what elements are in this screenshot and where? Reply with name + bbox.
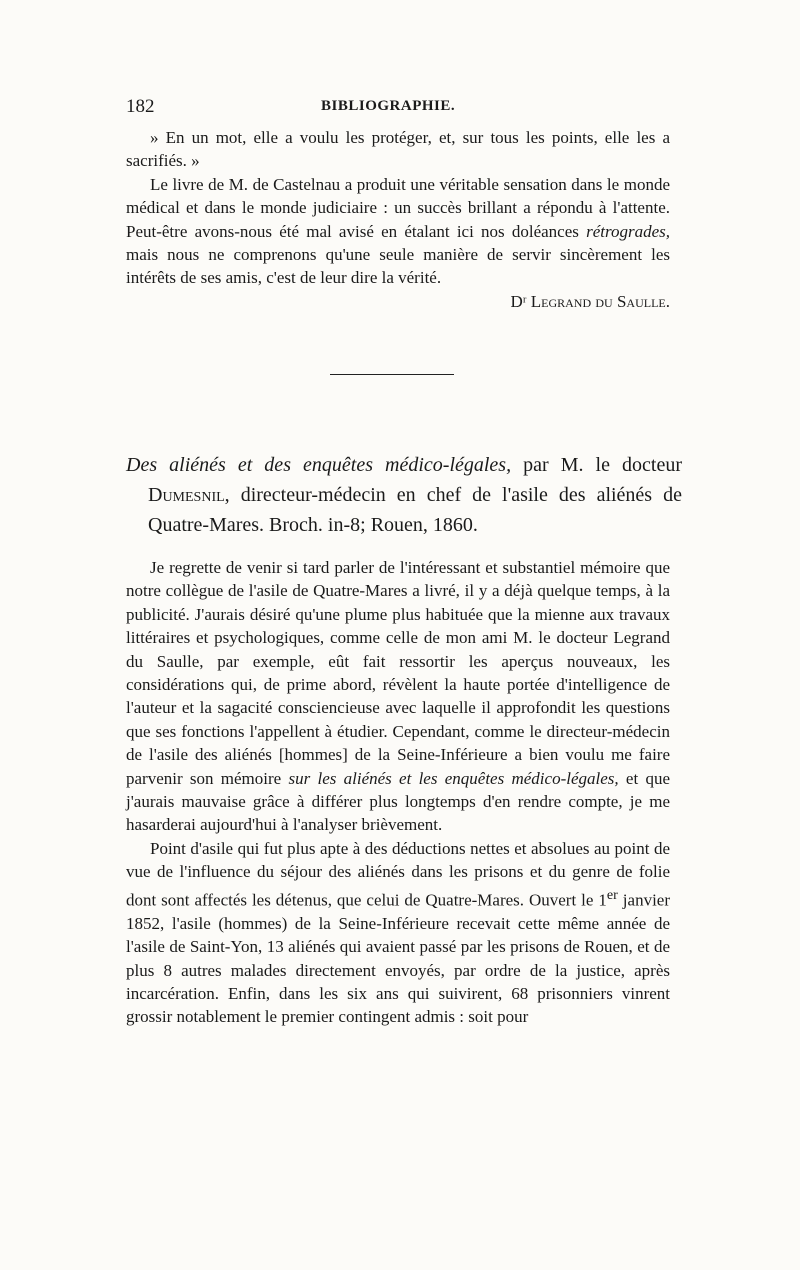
italic-text: rétrogrades, xyxy=(586,221,671,241)
running-head: BIBLIOGRAPHIE. xyxy=(321,98,456,114)
review-ending xyxy=(126,126,670,313)
signature-name: Legrand du Saulle. xyxy=(530,291,670,311)
section-divider xyxy=(330,374,454,375)
book-details: directeur-médecin en chef de l'asile des aliénés de Quatre-Mares. Broch. in-8; Rouen, 1860. xyxy=(148,484,682,536)
book-author: Dumesnil, xyxy=(148,484,230,506)
superscript: er xyxy=(606,886,618,903)
review-body xyxy=(126,556,670,1029)
quote-text: » En un mot, elle a voulu les protéger, et, sur tous les points, elle les a sacrifiés. » xyxy=(126,128,670,171)
body-text: Point d'asile qui fut plus apte à des déductions nettes et absolues au point de vue de l'influence du séjour des aliénés dans les prisons et du genre de folie dont sont affectés les détenus, que celui de Quatre-Mares. Ouvert le 1 xyxy=(126,838,670,910)
page-header xyxy=(126,96,670,120)
paragraph xyxy=(126,126,670,173)
italic-text: sur les aliénés et les enquêtes médico-légales, xyxy=(288,768,619,788)
body-text: Le livre de M. de Castelnau a produit une véritable sensation dans le monde médical et dans le monde judiciaire : un succès brillant a répondu à l'attente. Peut-être avons-nous été mal avisé en étalant ici nos doléances xyxy=(126,174,670,241)
author-signature xyxy=(126,290,670,313)
paragraph xyxy=(126,556,670,837)
body-text: et que j'aurais mauvaise grâce à différer plus longtemps d'en rendre compte, je me hasarderai aujourd'hui à l'analyser brièvement. xyxy=(126,768,670,835)
book-by: par M. le docteur xyxy=(523,454,682,476)
body-text: mais nous ne comprenons qu'une seule manière de servir sincèrement les intérêts de ses amis, c'est de leur dire la vérité. xyxy=(126,245,670,288)
signature-title: Dʳ xyxy=(510,291,527,311)
body-text: janvier 1852, l'asile (hommes) de la Seine-Inférieure recevait cette même année de l'asile de Saint-Yon, 13 aliénés qui avaient passé par les prisons de Rouen, et de plus 8 autres malades directement envoyés, par ordre de la justice, après incarcération. Enfin, dans les six ans qui suivirent, 68 prisonniers vinrent grossir notablement le premier contingent admis : soit pour xyxy=(126,890,670,1027)
paragraph xyxy=(126,173,670,313)
paragraph xyxy=(126,837,670,1029)
page-number: 182 xyxy=(126,96,155,117)
book-title-entry xyxy=(126,450,682,540)
body-text: Je regrette de venir si tard parler de l'intéressant et substantiel mémoire que notre collègue de l'asile de Quatre-Mares a livré, il y a déjà quelque temps, à la publicité. J'aurais désiré qu'une plume plus habituée que la mienne aux travaux littéraires et psychologiques, comme celle de mon ami M. le docteur Legrand du Saulle, par exemple, eût fait ressortir les aperçus nouveaux, les considérations qui, de prime abord, révèlent la haute portée d'intelligence de l'auteur et la sagacité consciencieuse avec laquelle il approfondit les questions que ses fonctions l'appellent à étudier. Cependant, comme le directeur-médecin de l'asile des aliénés [hommes] de la Seine-Inférieure a bien voulu me faire parvenir son mémoire xyxy=(126,558,670,788)
book-title: Des aliénés et des enquêtes médico-légales, xyxy=(126,454,512,476)
